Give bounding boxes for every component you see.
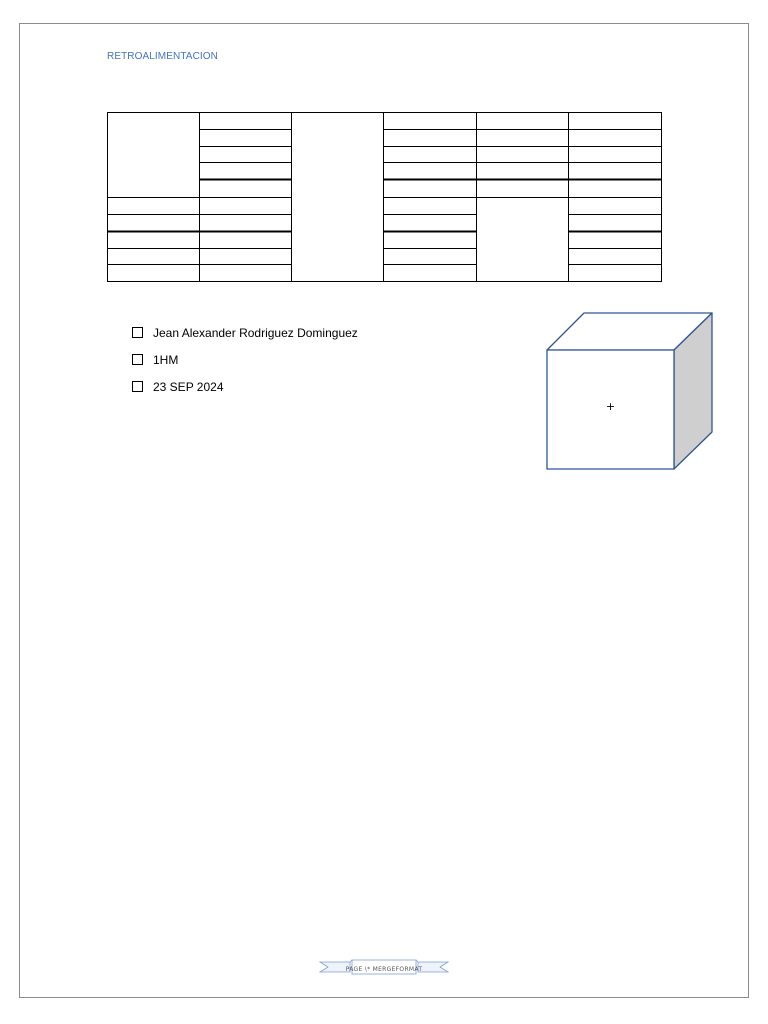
checkbox-icon[interactable] — [132, 381, 143, 392]
header-title: RETROALIMENTACION — [107, 51, 218, 62]
checklist — [132, 319, 358, 400]
checkbox-icon[interactable] — [132, 354, 143, 365]
checkbox-icon[interactable] — [132, 327, 143, 338]
checklist-item-text: 1HM — [153, 352, 179, 367]
cube-shape[interactable] — [544, 310, 716, 474]
checklist-item — [132, 346, 358, 373]
checklist-item-text: Jean Alexander Rodriguez Dominguez — [153, 325, 358, 340]
footer-page-number-field: PAGE \* MERGEFORMAT — [345, 966, 423, 973]
checklist-item-text: 23 SEP 2024 — [153, 379, 224, 394]
document-page — [19, 23, 749, 998]
cube-center-mark: + — [605, 400, 616, 413]
checklist-item — [132, 319, 358, 346]
blank-table — [107, 112, 662, 282]
checklist-item — [132, 373, 358, 400]
footer-ribbon-icon — [318, 958, 450, 998]
